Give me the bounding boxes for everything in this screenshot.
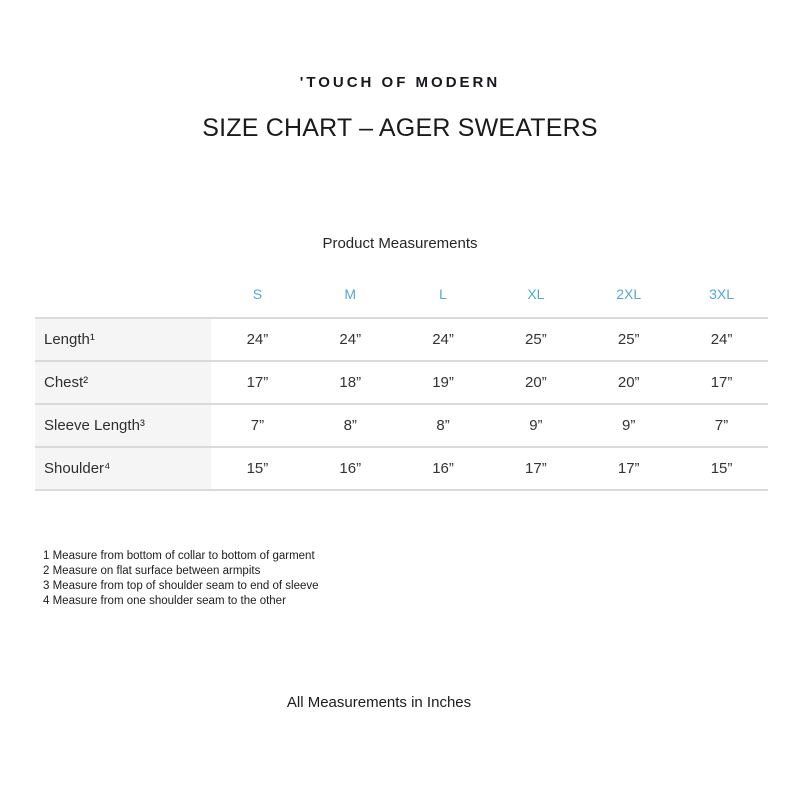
measurement-cell: 16” xyxy=(339,460,362,477)
measurement-cell: 17” xyxy=(617,460,640,477)
measurement-cell: 9” xyxy=(622,417,636,434)
table-row xyxy=(35,404,768,447)
row-label: Shoulder⁴ xyxy=(35,447,211,490)
row-label: Length¹ xyxy=(35,318,211,361)
measurement-cell: 20” xyxy=(617,374,640,391)
measurement-cell: 17” xyxy=(525,460,547,477)
column-header-2xl: 2XL xyxy=(616,285,642,302)
measurement-cell: 18” xyxy=(339,374,362,391)
footer-note: All Measurements in Inches xyxy=(286,694,472,711)
measurement-cell: 25” xyxy=(617,331,640,348)
measurement-cell: 20” xyxy=(525,374,547,391)
measurement-cell: 24” xyxy=(246,331,269,348)
measurement-cell: 17” xyxy=(710,374,733,391)
measurement-cell: 7” xyxy=(714,417,729,434)
measurement-cell: 24” xyxy=(710,331,733,348)
measurement-cell: 17” xyxy=(246,374,269,391)
footnote-line: 3 Measure from top of shoulder seam to end of sleeve xyxy=(43,580,319,592)
footnote-line: 2 Measure on flat surface between armpits xyxy=(43,565,261,577)
table-caption: Product Measurements xyxy=(322,235,478,252)
header-corner-cell xyxy=(35,270,211,318)
column-header-m: M xyxy=(344,285,357,302)
measurement-cell: 24” xyxy=(432,331,454,348)
footnote-line: 1 Measure from bottom of collar to bottom of garment xyxy=(43,550,315,562)
measurement-cell: 8” xyxy=(436,417,450,434)
size-chart-table xyxy=(35,270,768,491)
table-row xyxy=(35,361,768,404)
measurement-cell: 19” xyxy=(432,374,454,391)
row-label: Chest² xyxy=(35,361,211,404)
measurement-cell: 16” xyxy=(432,460,454,477)
size-header-row xyxy=(35,270,768,318)
measurement-cell: 15” xyxy=(246,460,269,477)
table-row xyxy=(35,447,768,490)
measurement-cell: 25” xyxy=(525,331,547,348)
footnote-line: 4 Measure from one shoulder seam to the other xyxy=(43,595,286,607)
measurement-cell: 8” xyxy=(343,417,357,434)
column-header-s: S xyxy=(252,285,263,302)
page-title: SIZE CHART – AGER SWEATERS xyxy=(202,114,598,142)
measurement-cell: 24” xyxy=(339,331,362,348)
brand-logo: 'TOUCH OF MODERN xyxy=(299,74,501,91)
measurement-cell: 7” xyxy=(250,417,265,434)
measurement-cell: 15” xyxy=(710,460,733,477)
measurement-cell: 9” xyxy=(529,417,543,434)
footnotes xyxy=(43,549,319,609)
column-header-l: L xyxy=(439,285,447,302)
column-header-3xl: 3XL xyxy=(709,285,735,302)
column-header-xl: XL xyxy=(527,285,545,302)
table-row xyxy=(35,318,768,361)
row-label: Sleeve Length³ xyxy=(35,404,211,447)
size-table-body xyxy=(35,318,768,490)
